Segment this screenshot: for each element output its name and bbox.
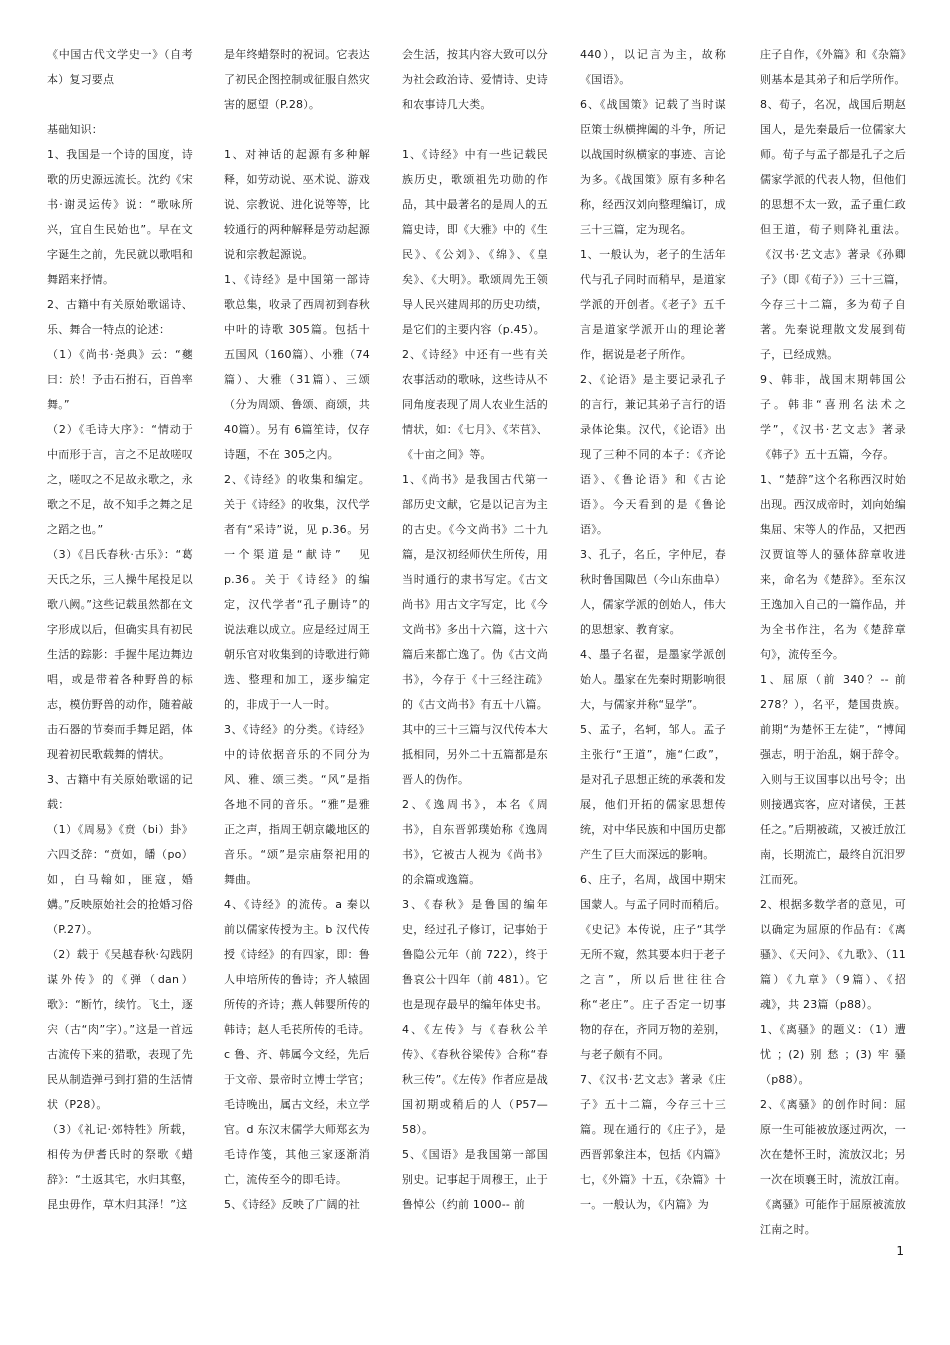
paragraph: （3）《礼记·郊特牲》所载，相传为伊耆氏时的祭歌《蜡辞》：“土返其宅，水归其壑，昆虫毋作，草木归其泽！”这 <box>47 1123 193 1211</box>
paragraph: 2、古籍中有关原始歌谣诗、乐、舞合一特点的论述： <box>47 298 193 336</box>
paragraph-spacer <box>224 117 370 142</box>
paragraph: （1）《周易》《贲（bi）卦》六四爻辞：“贲如，皤（po）如，白马翰如，匪寇，婚媾。”反映原始社会的抢婚习俗（P.27）。 <box>47 823 193 936</box>
paragraph: 440），以记言为主，故称《国语》。 <box>580 48 726 86</box>
paragraph: 4、墨子名翟，是墨家学派创始人。墨家在先秦时期影响很大，与儒家并称“显学”。 <box>580 648 726 711</box>
paragraph: 1、对神话的起源有多种解释，如劳动说、巫术说、游戏说、宗教说、进化说等等，比较通行的两种解释是劳动起源说和宗教起源说。 <box>224 148 370 261</box>
paragraph-spacer <box>402 117 548 142</box>
paragraph: 1、“楚辞”这个名称西汉时始出现。西汉成帝时，刘向始编集屈、宋等人的作品，又把西汉贾谊等人的骚体辞章收进来，命名为《楚辞》。至东汉王逸加入自己的一篇作品，并为全书作注，名为《楚辞章句》，流传至今。 <box>760 473 906 661</box>
paragraph: 2、《诗经》的收集和编定。关于《诗经》的收集，汉代学者有“采诗”说，见 p.36。另一个渠道是“献诗” 见p.36。关于《诗经》的编定，汉代学者“孔子删诗”的说法难以成立。应是经过周王朝乐官对收集到的诗歌进行筛选、整理和加工，逐步编定的，非成于一人一时。 <box>224 473 370 711</box>
paragraph: 《中国古代文学史一》（自考本）复习要点 <box>47 48 193 86</box>
paragraph-spacer <box>47 92 193 117</box>
paragraph: 1、《诗经》是中国第一部诗歌总集，收录了西周初到春秋中叶的诗歌 305篇。包括十五国风（160篇）、小雅（74篇）、大雅（31篇）、三颂（分为周颂、鲁颂、商颂，共 40篇）。另有 6篇笙诗，仅存诗题，不在 305之内。 <box>224 273 370 461</box>
paragraph: 9、韩非，战国末期韩国公子。韩非“喜刑名法术之学”，《汉书·艺文志》著录《韩子》五十五篇，今存。 <box>760 373 906 461</box>
paragraph: 7、《汉书·艺文志》著录《庄子》五十二篇，今存三十三篇。现在通行的《庄子》，是西晋郭象注本，包括《内篇》七，《外篇》十五，《杂篇》十一。一般认为，《内篇》为 <box>580 1073 726 1211</box>
text-column-4 <box>580 42 726 1217</box>
paragraph: 6、《战国策》记载了当时谋臣策士纵横捭阖的斗争，所记以战国时纵横家的事迹、言论为多。《战国策》原有多种名称，经西汉刘向整理编订，成三十三篇，定为现名。 <box>580 98 726 236</box>
paragraph: 3、《诗经》的分类。《诗经》中的诗依据音乐的不同分为风、雅、颂三类。“风”是指各地不同的音乐。“雅”是雅正之声，指周王朝京畿地区的音乐。“颂”是宗庙祭祀用的舞曲。 <box>224 723 370 886</box>
text-column-3 <box>402 42 548 1217</box>
paragraph: 4、《左传》与《春秋公羊传》、《春秋谷梁传》合称“春秋三传”。《左传》作者应是战国初期或稍后的人（P57—58）。 <box>402 1023 548 1136</box>
paragraph: 2、根据多数学者的意见，可以确定为屈原的作品有：《离骚》、《天问》、《九歌》、（11篇）《九章》（9篇）、《招魂》，共 23篇（p88）。 <box>760 898 906 1011</box>
paragraph: 庄子自作，《外篇》和《杂篇》则基本是其弟子和后学所作。 <box>760 48 906 86</box>
paragraph: 基础知识： <box>47 123 103 136</box>
paragraph: 2、《逸周书》，本名《周书》，自东晋郭璞始称《逸周书》，它被古人视为《尚书》的余篇或逸篇。 <box>402 798 548 886</box>
paragraph: 8、荀子，名况，战国后期赵国人，是先秦最后一位儒家大师。荀子与孟子都是孔子之后儒家学派的代表人物，但他们的思想不太一致，孟子重仁政但王道，荀子则降礼重法。《汉书·艺文志》著录《孙卿子》（即《荀子》）三十三篇，今存三十二篇，多为荀子自著。先秦说理散文发展到荀子，已经成熟。 <box>760 98 906 361</box>
paragraph: 4、《诗经》的流传。a 秦以前以儒家传授为主。b 汉代传授《诗经》的有四家，即：鲁人申培所传的鲁诗；齐人辕固所传的齐诗；燕人韩婴所传的韩诗；赵人毛苌所传的毛诗。c 鲁、齐、韩属今文经，先后于文帝、景帝时立博士学官；毛诗晚出，属古文经，未立学官。d 东汉末儒学大师郑玄为毛诗作笺，其他三家逐渐消亡，流传至今的即毛诗。 <box>224 898 370 1186</box>
paragraph: 会生活，按其内容大致可以分为社会政治诗、爱情诗、史诗和农事诗几大类。 <box>402 48 548 111</box>
text-column-2 <box>224 42 370 1217</box>
paragraph: 2、《诗经》中还有一些有关农事活动的歌咏，这些诗从不同角度表现了周人农业生活的情状，如：《七月》、《芣苢》、《十亩之间》等。 <box>402 348 548 461</box>
paragraph: （2）载于《吴越春秋·勾践阴谋外传》的《弹（dan）歌》：“断竹，续竹。飞土，逐宍（古“肉”字）。”这是一首远古流传下来的猎歌，表现了先民从制造弹弓到打猎的生活情状（P28）。 <box>47 948 193 1111</box>
paragraph: 3、孔子，名丘，字仲尼，春秋时鲁国陬邑（今山东曲阜）人，儒家学派的创始人，伟大的思想家、教育家。 <box>580 548 726 636</box>
text-column-1 <box>47 42 193 1217</box>
paragraph: 5、《诗经》反映了广阔的社 <box>224 1198 361 1211</box>
paragraph: 1、屈原（前 340？-- 前278？），名平，楚国贵族。前期“为楚怀王左徒”，“博闻强志，明于治乱，娴于辞令。入则与王议国事以出号令；出则接遇宾客，应对诸侯，王甚任之。”后期被疏，又被迁放江南，长期流亡，最终自沉汨罗江而死。 <box>760 673 906 886</box>
paragraph: 6、庄子，名周，战国中期宋国蒙人。与孟子同时而稍后。《史记》本传说，庄子“其学无所不窥，然其要本归于老子之言”，所以后世往往合称“老庄”。庄子否定一切事物的存在，齐同万物的差别，与老子颇有不同。 <box>580 873 726 1061</box>
paragraph: （2）《毛诗大序》：“情动于中而形于言，言之不足故嗟叹之，嗟叹之不足故永歌之，永歌之不足，故不知手之舞之足之蹈之也。” <box>47 423 193 536</box>
text-column-5 <box>760 42 906 1242</box>
paragraph: 是年终蜡祭时的祝词。它表达了初民企图控制或征服自然灾害的愿望（P.28）。 <box>224 48 370 111</box>
paragraph: 1、《离骚》的题义：（1）遭忧；(2)别愁；(3)牢骚（p88）。 <box>760 1023 906 1086</box>
paragraph: 5、孟子，名轲，邹人。孟子主张行“王道”，施“仁政”，是对孔子思想正统的承袭和发展，他们开拓的儒家思想传统，对中华民族和中国历史都产生了巨大而深远的影响。 <box>580 723 726 861</box>
paragraph: （3）《吕氏春秋·古乐》：“葛天氏之乐，三人操牛尾投足以歌八阙。”这些记载虽然都在文字形成以后，但确实具有初民生活的踪影：手握牛尾边舞边唱，或是带着各种野兽的标志，模仿野兽的动作，随着敲击石器的节奏而手舞足蹈，体现着初民歌载舞的情状。 <box>47 548 193 761</box>
paragraph: 5、《国语》是我国第一部国别史。记事起于周穆王，止于鲁悼公（约前 1000-- 前 <box>402 1148 548 1211</box>
paragraph: 2、《离骚》的创作时间：屈原一生可能被放逐过两次，一次在楚怀王时，流放汉北；另一次在顷襄王时，流放江南。《离骚》可能作于屈原被流放江南之时。 <box>760 1098 906 1236</box>
paragraph: 1、我国是一个诗的国度，诗歌的历史源远流长。沈约《宋书·谢灵运传》说：“歌咏所兴，宜自生民始也”。早在文字诞生之前，先民就以歌唱和舞蹈来抒情。 <box>47 148 193 286</box>
paragraph: 2、《论语》是主要记录孔子的言行，兼记其弟子言行的语录体论集。汉代，《论语》出现了三种不同的本子：《齐论语》、《鲁论语》和《古论语》。今天看到的是《鲁论语》。 <box>580 373 726 536</box>
paragraph: 3、古籍中有关原始歌谣的记载： <box>47 773 193 811</box>
paragraph: 1、一般认为，老子的生活年代与孔子同时而稍早，是道家学派的开创者。《老子》五千言是道家学派开山的理论著作，据说是老子所作。 <box>580 248 726 361</box>
paragraph: 3、《春秋》是鲁国的编年史，经过孔子修订，记事始于鲁隐公元年（前 722），终于鲁哀公十四年（前 481）。它也是现存最早的编年体史书。 <box>402 898 548 1011</box>
page-number: 1 <box>896 1244 904 1258</box>
paragraph: （1）《尚书·尧典》云：“夔曰：於！予击石拊石，百兽率舞。” <box>47 348 193 411</box>
paragraph: 1、《尚书》是我国古代第一部历史文献，它是以记言为主的古史。《今文尚书》二十九篇，是汉初经师伏生所传，用当时通行的隶书写定。《古文尚书》用古文字写定，比《今文尚书》多出十六篇，这十六篇后来都亡逸了。伪《古文尚书》，今存于《十三经注疏》的《古文尚书》有五十八篇。其中的三十三篇与汉代传本大抵相同，另外二十五篇都是东晋人的伪作。 <box>402 473 548 786</box>
paragraph: 1、《诗经》中有一些记载民族历史，歌颂祖先功勋的作品，其中最著名的是周人的五篇史诗，即《大雅》中的《生民》、《公刘》、《绵》、《皇矣》、《大明》。歌颂周先王领导人民兴建周邦的历史功绩，是它们的主要内容（p.45）。 <box>402 148 548 336</box>
